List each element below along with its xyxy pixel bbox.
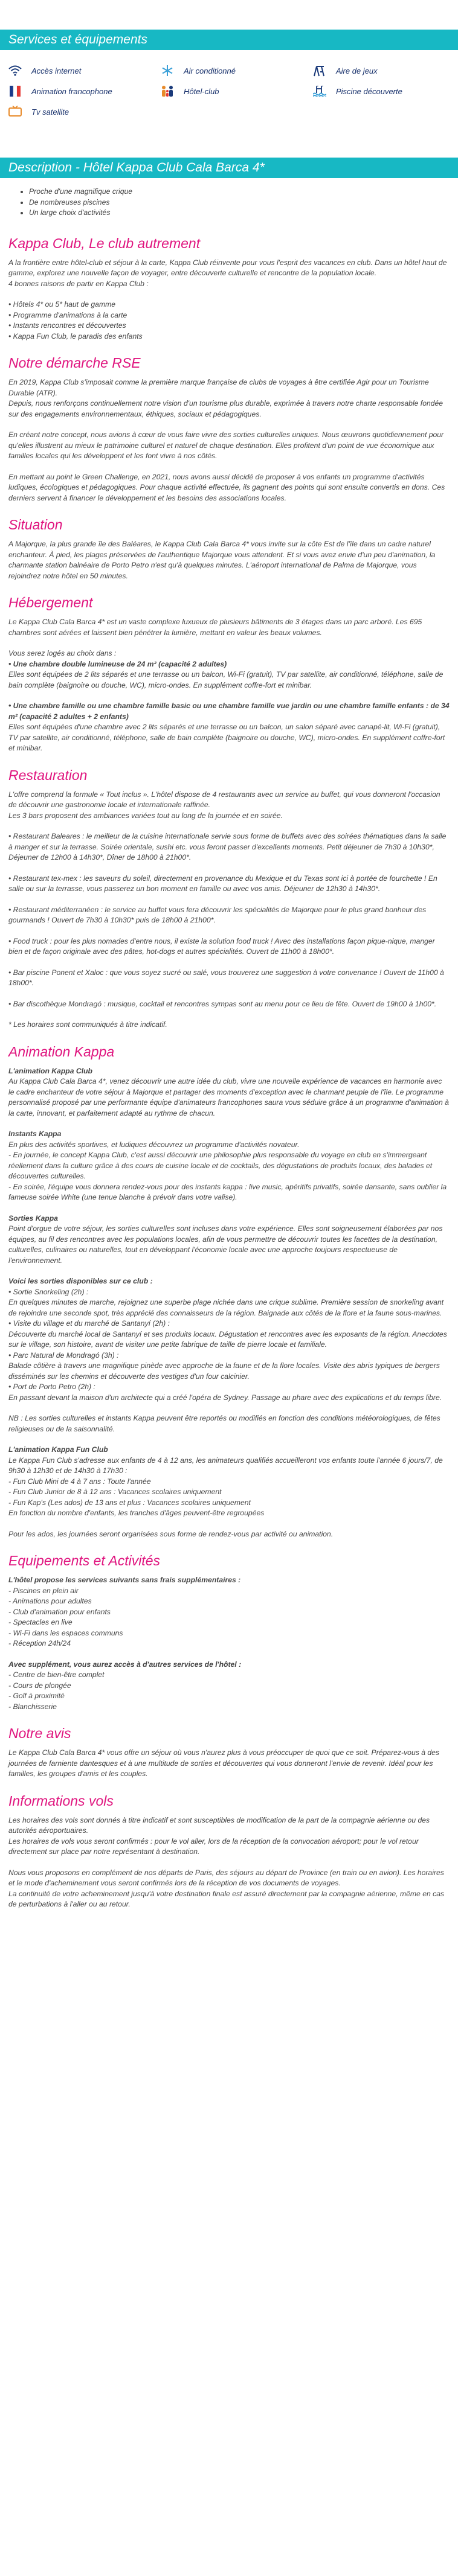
- subheading: L'animation Kappa Club: [8, 1066, 92, 1075]
- section-title-hebergement: Hébergement: [8, 595, 93, 610]
- french-flag-icon: [7, 85, 23, 97]
- list-item: • Kappa Fun Club, le paradis des enfants: [8, 331, 143, 340]
- list-item: - Club d'animation pour enfants: [8, 1607, 111, 1616]
- outing-title: • Port de Porto Petro (2h) :: [8, 1382, 95, 1391]
- list-item: - Cours de plongée: [8, 1681, 71, 1690]
- hours-note: * Les horaires sont communiqués à titre indicatif.: [8, 1020, 167, 1029]
- service-french-animation: Animation francophone: [7, 85, 160, 97]
- section-title-avis: Notre avis: [8, 1725, 71, 1741]
- funclub-paragraph: Pour les ados, les journées seront organisées sous forme de rendez-vous par activité ou animation.: [8, 1529, 334, 1538]
- subheading: Instants Kappa: [8, 1130, 62, 1138]
- snowflake-icon: [160, 65, 175, 77]
- avis-paragraph: Le Kappa Club Cala Barca 4* vous offre un séjour où vous n'aurez plus à vous préoccuper de quoi que ce soit. Préparez-vous à des journées de farniente dantesques et à une multitude de sorties et découvertes qui vous donneront l'envie de revenir. Idéal pour les familles, les groupes d'amis et les couples.: [8, 1748, 440, 1778]
- funclub-item: - Fun Club Mini de 4 à 7 ans : Toute l'année: [8, 1477, 151, 1486]
- list-item: - Centre de bien-être complet: [8, 1670, 105, 1679]
- animation-paragraph: Au Kappa Club Cala Barca 4*, venez découvrir une autre idée du club, vivre une nouvelle expérience de vacances en harmonie avec le cadre enchanteur de votre séjour à Majorque et partager des moments d'exception avec le charmant peuple de l'île. Le programme personnalisé proposé par une performante équipe d'animateurs francophones saura vous séduire grâce à un programme d'animation à la carte, innovant, et parfaitement adapté au rythme de chacun.: [8, 1077, 449, 1117]
- service-pool: Piscine découverte: [312, 85, 451, 97]
- funclub-item: - Fun Kap's (Les ados) de 13 ans et plus : Vacances scolaires uniquement: [8, 1498, 251, 1507]
- service-ac: Air conditionné: [160, 65, 312, 77]
- kappa-club-reasons-intro: 4 bonnes raisons de partir en Kappa Club :: [8, 279, 149, 288]
- list-item: - Animations pour adultes: [8, 1597, 92, 1605]
- restaurant-item: • Bar piscine Ponent et Xaloc : que vous soyez sucré ou salé, vous trouverez une suggestion à votre convenance ! Ouvert de 11h00 à 18h00*.: [8, 968, 444, 987]
- room-double-desc: Elles sont équipées de 2 lits séparés et une terrasse ou un balcon, Wi-Fi (gratuit), TV par satellite, air conditionné, téléphone, salle de bain complète (baignoire ou douche, WC), micro-ondes. En supplément coffre-fort et minibar.: [8, 670, 443, 689]
- flights-paragraph: La continuité de votre acheminement jusqu'à votre destination finale est assuré directement par la compagnie aérienne, même en cas de perturbations à l'aller ou au retour.: [8, 1889, 445, 1908]
- outing-desc: Balade côtière à travers une magnifique pinède avec approche de la faune et de la flore locales. Visite des abris typiques de bergers disséminés sur les chemins et découverte des vestiges d'un four calcinier.: [8, 1361, 440, 1381]
- animation-paragraph: En plus des activités sportives, et ludiques découvrez un programme d'activités novateur.: [8, 1140, 300, 1149]
- list-item: - Golf à proximité: [8, 1692, 65, 1700]
- outing-desc: Découverte du marché local de Santanyí et ses produits locaux. Dégustation et rencontres avec les exposants de la région. Anecdotes sur le village, son histoire, avant de visiter une petite fabrique de taille de pierre locale et familiale.: [8, 1329, 447, 1349]
- outing-desc: En passant devant la maison d'un architecte qui a créé l'opéra de Sydney. Passage au phare avec des explications et du temps libre.: [8, 1393, 442, 1402]
- list-item: - Réception 24h/24: [8, 1639, 71, 1648]
- pool-icon: [312, 85, 327, 97]
- room-family-desc: Elles sont équipées d'une chambre avec 2 lits séparés et une terrasse ou un balcon, un salon séparé avec canapé-lit, Wi-Fi (gratuit), TV par satellite, air conditionné, téléphone, salle de bain complète (baignoire ou douche, WC), micro-ondes. En supplément coffre-fort et minibar.: [8, 723, 445, 752]
- rse-paragraph: En 2019, Kappa Club s'imposait comme la première marque française de clubs de voyages à être certifiée Agir pour un Tourisme Durable (ATR).: [8, 378, 429, 397]
- subheading: L'hôtel propose les services suivants sans frais supplémentaires :: [8, 1576, 241, 1584]
- subheading: Voici les sorties disponibles sur ce club :: [8, 1277, 153, 1285]
- hebergement-paragraph: Le Kappa Club Cala Barca 4* est un vaste complexe luxueux de plusieurs bâtiments de 3 étages dans un parc arboré. Les 695 chambres sont aérées et laissent bien pénétrer la lumière, mettant en valeur les beaux volumes.: [8, 618, 422, 637]
- list-item: • Hôtels 4* ou 5* haut de gamme: [8, 300, 116, 308]
- section-title-kappa-club: Kappa Club, Le club autrement: [8, 235, 201, 251]
- list-item: - Piscines en plein air: [8, 1586, 79, 1595]
- funclub-item: - Fun Club Junior de 8 à 12 ans : Vacances scolaires uniquement: [8, 1488, 222, 1496]
- list-item: • De nombreuses piscines: [29, 197, 450, 208]
- service-hotel-club: Hôtel-club: [160, 85, 312, 97]
- section-title-situation: Situation: [8, 517, 63, 532]
- flights-paragraph: Les horaires des vols sont donnés à titre indicatif et sont susceptibles de modification de la part de la compagnie aérienne ou des autorités aéroportuaires.: [8, 1815, 430, 1835]
- funclub-item: En fonction du nombre d'enfants, les tranches d'âges peuvent-être regroupées: [8, 1509, 265, 1517]
- restauration-paragraph: Les 3 bars proposent des ambiances variées tout au long de la journée et en soirée.: [8, 811, 283, 820]
- outing-title: • Parc Natural de Mondragó (3h) :: [8, 1350, 119, 1360]
- restauration-paragraph: L'offre comprend la formule « Tout inclus ». L'hôtel dispose de 4 restaurants avec un service au buffet, qui vous donneront l'occasion de découvrir une gastronomie locale et internationale raffinée.: [8, 790, 440, 809]
- highlights-list: [8, 187, 450, 219]
- service-tv: Tv satellite: [7, 106, 160, 118]
- section-title-equipements: Equipements et Activités: [8, 1553, 160, 1568]
- description-heading: Description - Hôtel Kappa Club Cala Barca 4*: [0, 158, 458, 178]
- animation-paragraph: - En journée, le concept Kappa Club, c'est aussi découvrir une philosophie plus responsable du voyage en club en s'immergeant réellement dans la culture grâce à des cours de cuisine locale et de cocktails, des dégustations de produits locaux, des balades et découvertes culturelles.: [8, 1151, 433, 1180]
- subheading: L'animation Kappa Fun Club: [8, 1445, 108, 1454]
- restaurant-item: • Restaurant tex-mex : les saveurs du soleil, directement en provenance du Mexique et du Texas sont ici à portée de fourchette ! En salle ou sur la terrasse, vous passerez un bon moment en famille ou avec vos amis. Déjeuner de 12h30 à 14h30*.: [8, 874, 437, 893]
- rse-paragraph: En créant notre concept, nous avions à cœur de vous faire vivre des sorties culturelles uniques. Nous œuvrons quotidiennement pour qu'elles illustrent au mieux le patrimoine culturel et naturel de chaque destination. Elles profitent d'un point de vue économique aux familles locales qui les développent et les font vivre à nos côtés.: [8, 430, 444, 460]
- restaurant-item: • Bar discothèque Mondragó : musique, cocktail et rencontres sympas sont au menu pour ce lieu de fête. Ouvert de 19h00 à 1h00*.: [8, 999, 437, 1008]
- hebergement-paragraph: Vous serez logés au choix dans :: [8, 649, 117, 657]
- situation-paragraph: A Majorque, la plus grande île des Baléares, le Kappa Club Cala Barca 4* vous invite sur la côte Est de l'île dans un cadre naturel enchanteur. À pied, les plages préservées de l'authentique Majorque vous attendent. Et si vous avez envie d'un peu d'animation, la charmante station balnéaire de Porto Petro n'est qu'à quelques minutes. L'aéroport international de Palma de Majorque, vous rejoindrez notre hôtel en 50 minutes.: [8, 540, 436, 580]
- section-title-animation: Animation Kappa: [8, 1043, 115, 1059]
- flights-paragraph: Nous vous proposons en complément de nos départs de Paris, des séjours au départ de Province (en train ou en avion). Les horaires et le mode d'acheminement vous seront confirmés lors de la réception de vos documents de voyages.: [8, 1868, 444, 1887]
- list-item: • Proche d'une magnifique crique: [29, 187, 450, 197]
- restaurant-item: • Restaurant Baleares : le meilleur de la cuisine internationale servie sous forme de buffets avec des soirées thématiques dans la salle à manger et sur la terrasse. Soirée orientale, sushi etc. vous feront passer d'excellents moments. Petit déjeuner de 7h30 à 10h30*, Déjeuner de 12h00 à 14h30*, Dîner de 18h00 à 21h00*.: [8, 832, 447, 861]
- kappa-club-intro: A la frontière entre hôtel-club et séjour à la carte, Kappa Club réinvente pour vous l'esprit des vacances en club. Dans un hôtel haut de gamme, explorez une nouvelle façon de voyager, entre découverte culturelle et rencontre de la population locale.: [8, 258, 447, 277]
- list-item: • Instants rencontres et découvertes: [8, 321, 126, 330]
- services-heading: Services et équipements: [0, 30, 458, 50]
- funclub-paragraph: Le Kappa Fun Club s'adresse aux enfants de 4 à 12 ans, les animateurs qualifiés accueilleront vos enfants toute l'année 6 jours/7, de 9h30 à 12h30 et de 14h30 à 17h30 :: [8, 1456, 443, 1475]
- section-title-restauration: Restauration: [8, 767, 88, 783]
- rse-paragraph: Depuis, nous renforçons continuellement notre vision d'un tourisme plus durable, exprimée à travers notre charte responsable fondée sur des engagements environnementaux, éthiques, sociaux et pédagogiques.: [8, 399, 443, 418]
- list-item: • Un large choix d'activités: [29, 208, 450, 219]
- room-double-title: • Une chambre double lumineuse de 24 m² (capacité 2 adultes): [8, 659, 227, 668]
- family-icon: [160, 85, 175, 97]
- list-item: - Spectacles en live: [8, 1618, 73, 1626]
- list-item: - Wi-Fi dans les espaces communs: [8, 1628, 123, 1637]
- outing-title: • Visite du village et du marché de Santanyí (2h) :: [8, 1319, 170, 1328]
- outing-title: • Sortie Snorkeling (2h) :: [8, 1287, 89, 1296]
- list-item: - Blanchisserie: [8, 1702, 57, 1711]
- outing-desc: En quelques minutes de marche, rejoignez une superbe plage nichée dans une crique sublime. Première session de snorkeling avant de rejoindre une seconde spot, très apprécié des connaisseurs de la région. Baignade aux côtés de la flore et la faune sous-marines.: [8, 1298, 444, 1317]
- section-title-rse: Notre démarche RSE: [8, 355, 141, 371]
- playground-icon: [312, 65, 327, 77]
- tv-icon: [7, 106, 23, 118]
- service-internet: Accès internet: [7, 65, 160, 77]
- subheading: Avec supplément, vous aurez accès à d'autres services de l'hôtel :: [8, 1660, 242, 1669]
- flights-paragraph: Les horaires de vols vous seront confirmés : pour le vol aller, lors de la réception de la convocation aéroport; pour le vol retour directement sur place par notre représentant à destination.: [8, 1836, 419, 1856]
- room-family-title: • Une chambre famille ou une chambre famille basic ou une chambre famille vue jardin ou une chambre famille enfants : de 34 m² (capacité 2 adultes + 2 enfants): [8, 702, 450, 721]
- animation-paragraph: Point d'orgue de votre séjour, les sorties culturelles sont incluses dans votre expérience. Elles sont soigneusement élaborées par nos équipes, au fil des rencontres avec les populations locales, afin de vous permettre de découvrir toutes les facettes de la destination, culturelles, culinaires ou naturelles, tout en développant l'économie locale avec une approche toujours respectueuse de l'environnement.: [8, 1224, 443, 1265]
- subheading: Sorties Kappa: [8, 1213, 58, 1222]
- service-playground: Aire de jeux: [312, 65, 451, 77]
- outings-note: NB : Les sorties culturelles et instants Kappa peuvent être reportés ou modifiés en fonction des conditions météorologiques, de fêtes religieuses ou de la saisonnalité.: [8, 1414, 440, 1433]
- wifi-icon: [7, 65, 23, 77]
- restaurant-item: • Food truck : pour les plus nomades d'entre nous, il existe la solution food truck ! Avec des installations façon pique-nique, manger bien et de façon originale avec des pâtes, hot-dogs et autres spécialités. Ouvert de 11h00 à 18h00*.: [8, 936, 435, 956]
- section-title-info-vols: Informations vols: [8, 1792, 114, 1809]
- list-item: • Programme d'animations à la carte: [8, 310, 127, 319]
- services-grid: [0, 50, 458, 118]
- rse-paragraph: En mettant au point le Green Challenge, en 2021, nous avons aussi décidé de proposer à vos enfants un programme d'activités ludiques, écologiques et pédagogiques. Pour chaque activité effectuée, ils gagnent des points qui sont ensuite convertis en dons. Ces derniers servent à financer le développement et les besoins des associations locales.: [8, 472, 445, 502]
- restaurant-item: • Restaurant méditerranéen : le service au buffet vous fera découvrir les spécialités de Majorque pour le plus grand bonheur des gourmands ! Ouvert de 7h30 à 10h30* puis de 18h00 à 21h00*.: [8, 905, 427, 924]
- animation-paragraph: - En soirée, l'équipe vous donnera rendez-vous pour des instants kappa : live music, apéritifs privatifs, soirée dansante, sans oublier la fameuse soirée White (une tenue blanche à prévoir dans votre valise).: [8, 1182, 447, 1201]
